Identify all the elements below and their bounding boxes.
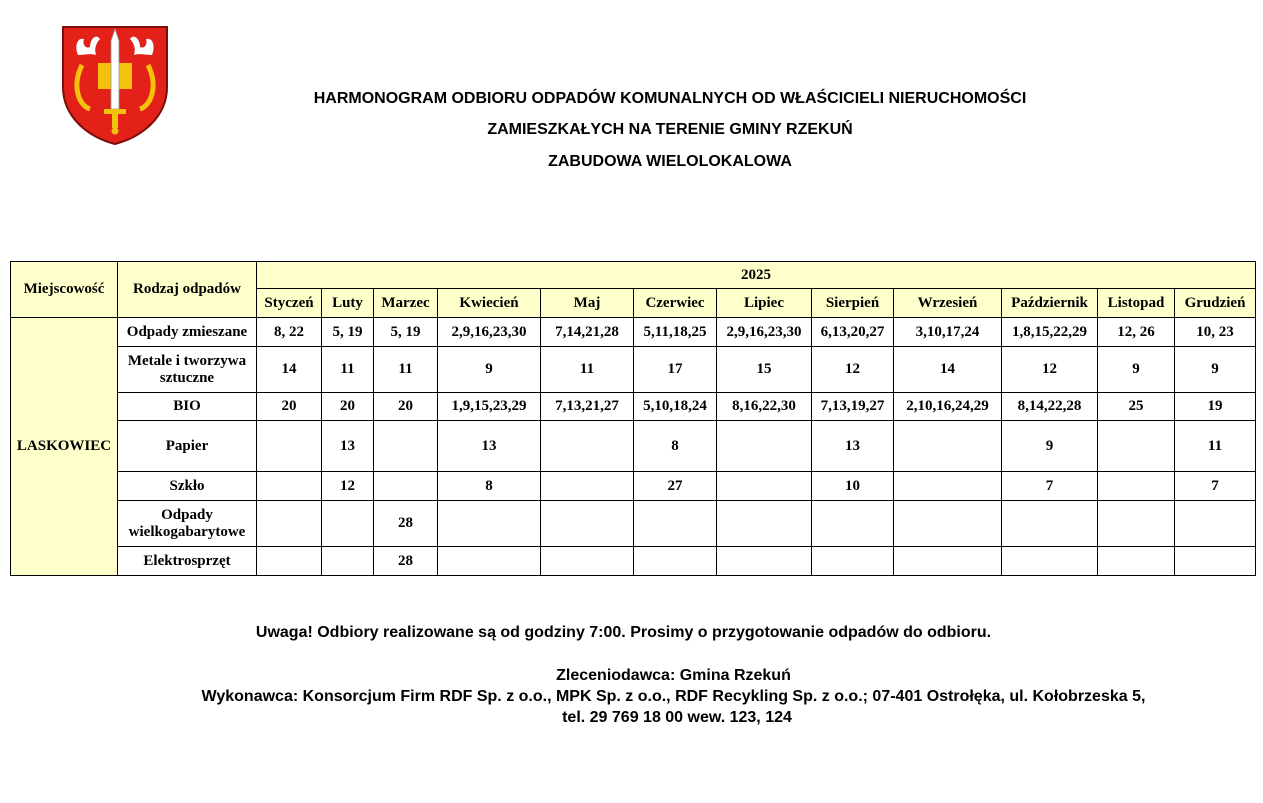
waste-type-cell: Elektrosprzęt — [118, 547, 257, 576]
month-header: Listopad — [1098, 289, 1175, 318]
title-line-3: ZABUDOWA WIELOLOKALOWA — [548, 153, 792, 170]
title-line-1: HARMONOGRAM ODBIORU ODPADÓW KOMUNALNYCH OD WŁAŚCICIELI NIERUCHOMOŚCI — [313, 90, 1027, 107]
contractor-phone: tel. 29 769 18 00 wew. 123, 124 — [562, 709, 792, 726]
month-header: Czerwiec — [634, 289, 717, 318]
month-header: Luty — [322, 289, 374, 318]
date-cell: 19 — [1175, 393, 1256, 421]
date-cell — [812, 547, 894, 576]
date-cell: 11 — [374, 347, 438, 393]
date-cell — [1002, 547, 1098, 576]
date-cell: 6,13,20,27 — [812, 318, 894, 347]
date-cell: 12, 26 — [1098, 318, 1175, 347]
date-cell — [1098, 472, 1175, 501]
date-cell: 2,10,16,24,29 — [894, 393, 1002, 421]
date-cell: 5,11,18,25 — [634, 318, 717, 347]
month-header: Kwiecień — [438, 289, 541, 318]
date-cell: 9 — [438, 347, 541, 393]
table-row — [11, 393, 1256, 421]
date-cell: 10 — [812, 472, 894, 501]
date-cell — [541, 472, 634, 501]
date-cell — [438, 547, 541, 576]
month-header: Grudzień — [1175, 289, 1256, 318]
date-cell: 13 — [322, 421, 374, 472]
date-cell: 12 — [322, 472, 374, 501]
date-cell — [1002, 501, 1098, 547]
date-cell: 12 — [1002, 347, 1098, 393]
waste-type-cell: Odpady wielkogabarytowe — [118, 501, 257, 547]
date-cell: 2,9,16,23,30 — [717, 318, 812, 347]
date-cell: 28 — [374, 501, 438, 547]
month-header: Sierpień — [812, 289, 894, 318]
date-cell: 5,10,18,24 — [634, 393, 717, 421]
date-cell — [1175, 547, 1256, 576]
date-cell: 28 — [374, 547, 438, 576]
client-info: Zleceniodawca: Gmina Rzekuń — [556, 667, 791, 684]
date-cell — [634, 501, 717, 547]
date-cell: 15 — [717, 347, 812, 393]
date-cell: 7 — [1002, 472, 1098, 501]
date-cell: 9 — [1098, 347, 1175, 393]
pickup-note: Uwaga! Odbiory realizowane są od godziny 7:00. Prosimy o przygotowanie odpadów do odbioru. — [255, 624, 992, 641]
header-location: Miejscowość — [11, 262, 118, 318]
date-cell: 12 — [812, 347, 894, 393]
date-cell — [257, 421, 322, 472]
date-cell: 11 — [322, 347, 374, 393]
date-cell — [894, 421, 1002, 472]
date-cell: 8,16,22,30 — [717, 393, 812, 421]
date-cell — [1098, 421, 1175, 472]
table-row — [11, 472, 1256, 501]
date-cell: 7,13,19,27 — [812, 393, 894, 421]
date-cell — [257, 501, 322, 547]
table-row — [11, 347, 1256, 393]
date-cell: 7,14,21,28 — [541, 318, 634, 347]
header-year: 2025 — [257, 262, 1256, 289]
date-cell: 11 — [1175, 421, 1256, 472]
waste-type-cell: BIO — [118, 393, 257, 421]
date-cell — [322, 501, 374, 547]
date-cell — [717, 421, 812, 472]
location-cell: LASKOWIEC — [11, 318, 118, 576]
date-cell — [717, 472, 812, 501]
table-row — [11, 501, 1256, 547]
date-cell — [894, 472, 1002, 501]
month-header: Maj — [541, 289, 634, 318]
date-cell: 8 — [438, 472, 541, 501]
date-cell: 14 — [894, 347, 1002, 393]
waste-type-cell: Papier — [118, 421, 257, 472]
month-header: Lipiec — [717, 289, 812, 318]
date-cell — [894, 547, 1002, 576]
date-cell: 2,9,16,23,30 — [438, 318, 541, 347]
table-row — [11, 421, 1256, 472]
month-header: Wrzesień — [894, 289, 1002, 318]
schedule-table — [10, 261, 1256, 576]
date-cell: 7 — [1175, 472, 1256, 501]
date-cell — [717, 547, 812, 576]
date-cell — [1098, 501, 1175, 547]
month-header: Styczeń — [257, 289, 322, 318]
date-cell — [717, 501, 812, 547]
title-line-2: ZAMIESZKAŁYCH NA TERENIE GMINY RZEKUŃ — [487, 121, 853, 138]
waste-type-cell: Metale i tworzywa sztuczne — [118, 347, 257, 393]
date-cell: 25 — [1098, 393, 1175, 421]
month-header: Październik — [1002, 289, 1098, 318]
date-cell — [541, 501, 634, 547]
date-cell — [1098, 547, 1175, 576]
date-cell — [257, 472, 322, 501]
date-cell: 7,13,21,27 — [541, 393, 634, 421]
date-cell: 5, 19 — [322, 318, 374, 347]
table-row — [11, 318, 1256, 347]
date-cell — [541, 547, 634, 576]
date-cell — [541, 421, 634, 472]
date-cell: 20 — [374, 393, 438, 421]
date-cell: 11 — [541, 347, 634, 393]
date-cell: 20 — [322, 393, 374, 421]
waste-type-cell: Szkło — [118, 472, 257, 501]
date-cell: 9 — [1175, 347, 1256, 393]
date-cell — [322, 547, 374, 576]
date-cell: 3,10,17,24 — [894, 318, 1002, 347]
date-cell: 13 — [438, 421, 541, 472]
date-cell: 5, 19 — [374, 318, 438, 347]
date-cell: 1,9,15,23,29 — [438, 393, 541, 421]
date-cell: 27 — [634, 472, 717, 501]
date-cell: 8, 22 — [257, 318, 322, 347]
date-cell: 9 — [1002, 421, 1098, 472]
date-cell — [894, 501, 1002, 547]
date-cell: 8 — [634, 421, 717, 472]
date-cell: 14 — [257, 347, 322, 393]
contractor-info: Wykonawca: Konsorcjum Firm RDF Sp. z o.o., MPK Sp. z o.o., RDF Recykling Sp. z o.o.; 07-401 Ostrołęka, ul. Kołobrzeska 5, — [201, 688, 1146, 705]
date-cell — [257, 547, 322, 576]
waste-type-cell: Odpady zmieszane — [118, 318, 257, 347]
date-cell — [634, 547, 717, 576]
date-cell — [1175, 501, 1256, 547]
date-cell — [438, 501, 541, 547]
date-cell: 8,14,22,28 — [1002, 393, 1098, 421]
date-cell — [812, 501, 894, 547]
table-row — [11, 547, 1256, 576]
date-cell — [374, 472, 438, 501]
month-header: Marzec — [374, 289, 438, 318]
date-cell: 13 — [812, 421, 894, 472]
date-cell: 20 — [257, 393, 322, 421]
date-cell: 17 — [634, 347, 717, 393]
header-waste-type: Rodzaj odpadów — [118, 262, 257, 318]
date-cell: 1,8,15,22,29 — [1002, 318, 1098, 347]
date-cell — [374, 421, 438, 472]
coat-of-arms-icon — [60, 25, 170, 145]
date-cell: 10, 23 — [1175, 318, 1256, 347]
